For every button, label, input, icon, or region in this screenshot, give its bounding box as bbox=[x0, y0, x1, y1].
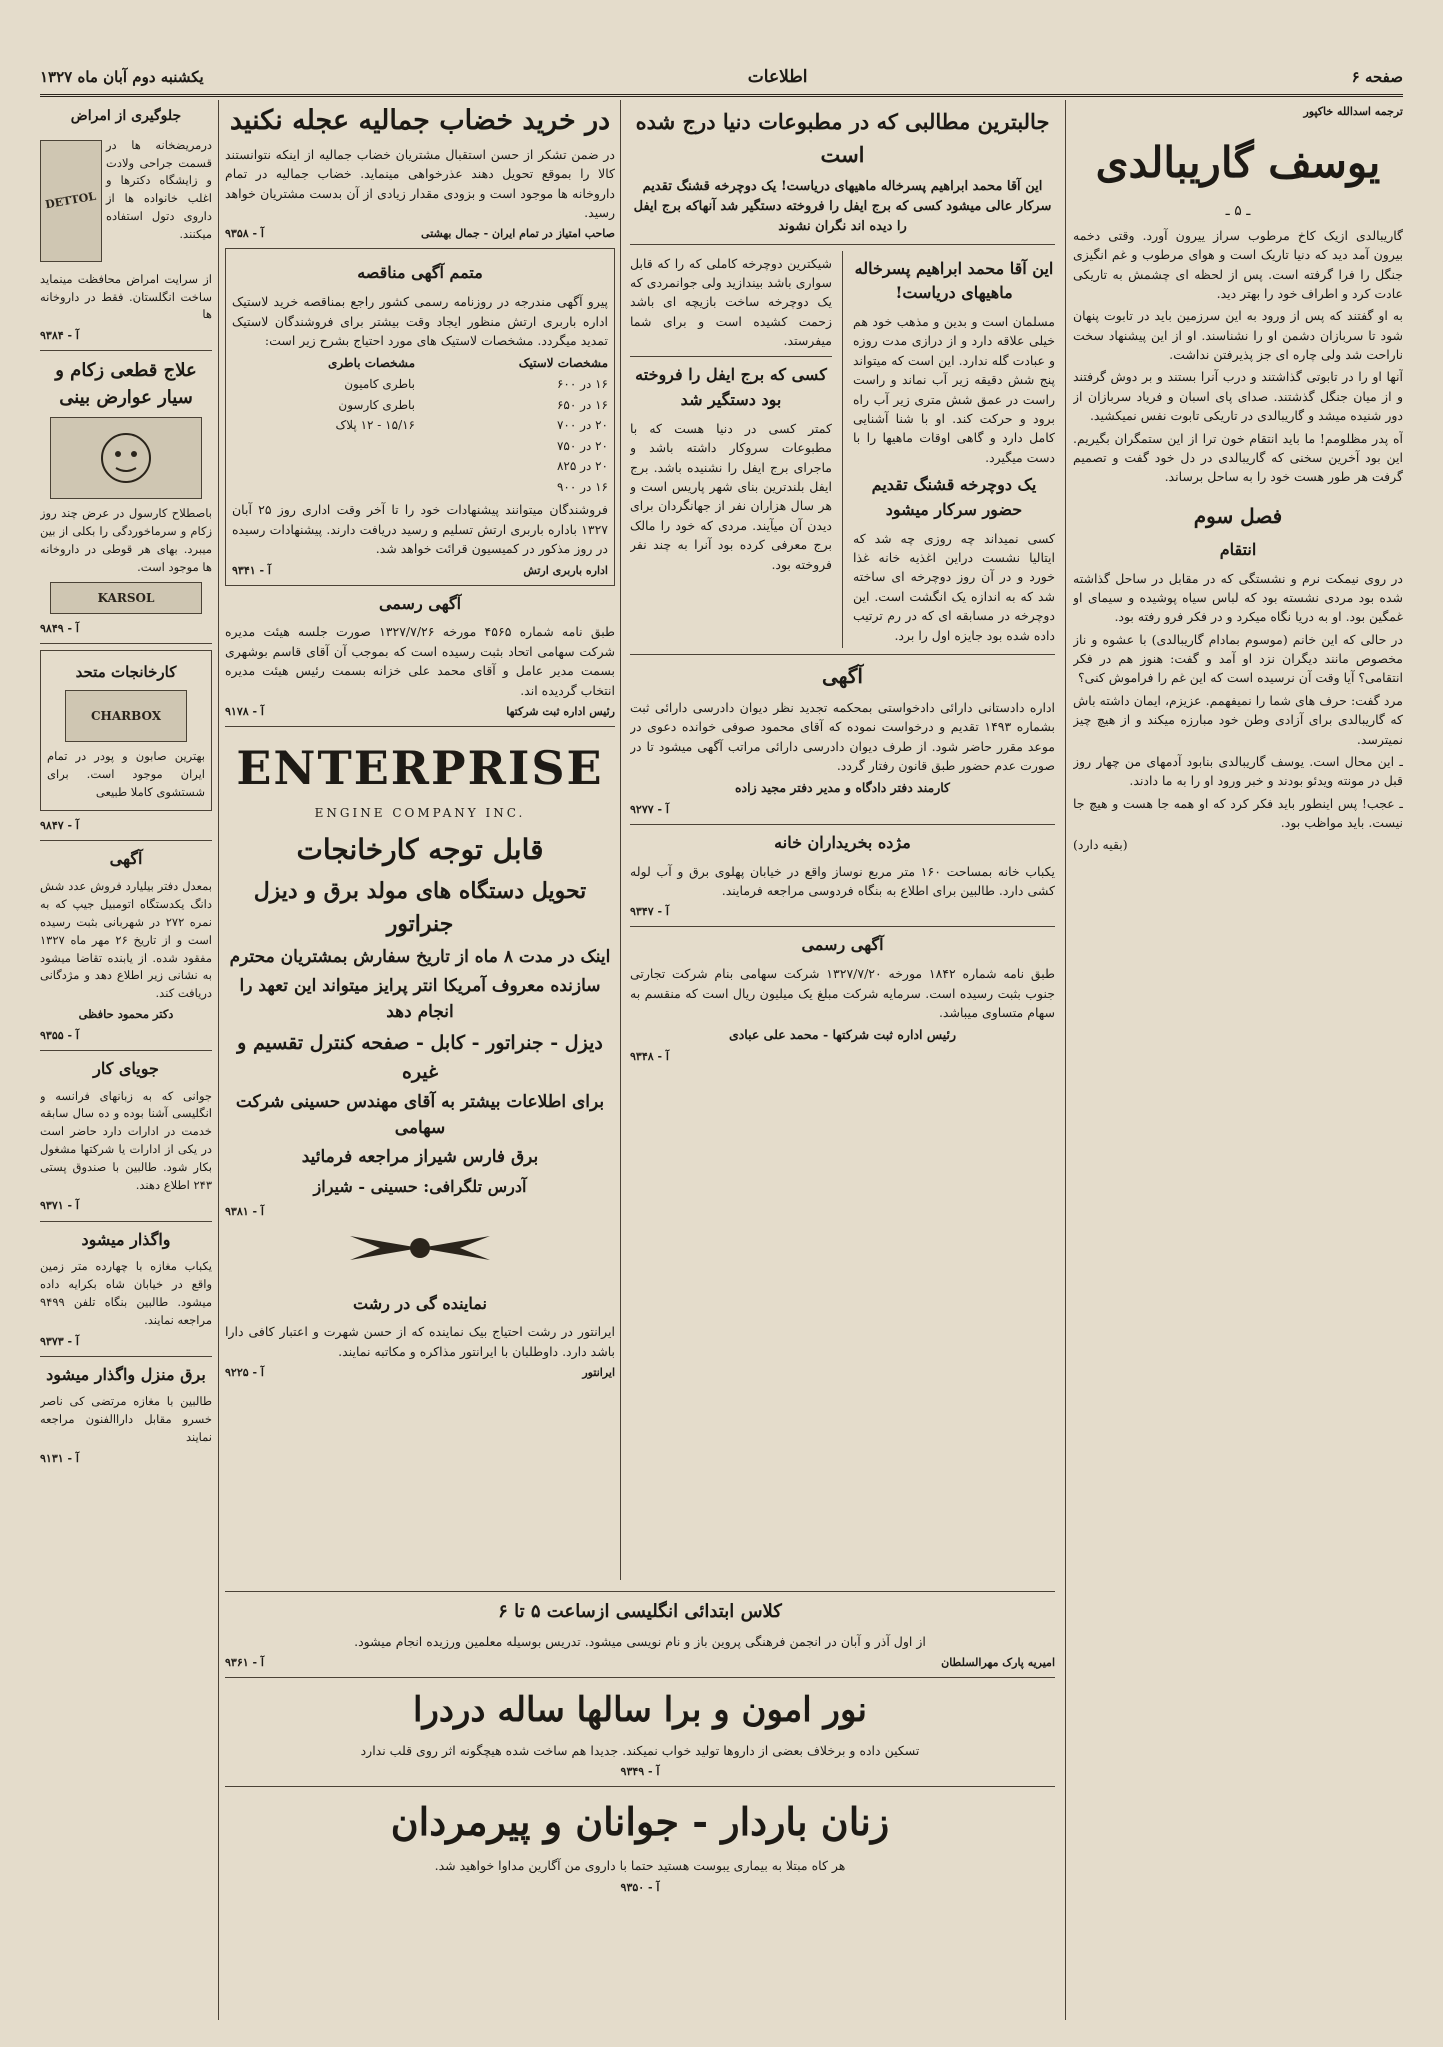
column-rule bbox=[218, 100, 219, 2020]
paper-title: اطلاعات bbox=[747, 67, 808, 87]
title-ornament: ـ ۵ ـ bbox=[1225, 203, 1251, 220]
agarin-ref: آ - ۹۳۵۰ bbox=[620, 1880, 660, 1894]
small-ads-column bbox=[40, 100, 212, 2020]
story-paragraph: در حالی که این خانم (موسوم بمادام گاریبالدی) با عشوه و ناز مخصوص مانند دیگران نزد او آمد و گفت: هنوز هم در فکر انتقامی؟ آیا وقت آن نرسیده است که این غم را فراموش کنی؟ bbox=[1073, 631, 1403, 686]
noramon-body: تسکین داده و برخلاف بعضی از داروها تولید خواب نمیکند. جدیدا هم ساخت شده هیچگونه اثر روی قلب ندارد bbox=[360, 1743, 920, 1758]
story-body: کمتر کسی در دنیا هست که با مطبوعات سروکار داشته باشد و ماجرای برج ایفل را نشنیده باشد. برج ایفل بلندترین بنای شهر پاریس است و هر سال هزاران نفر از جهانگردان برای دیدن آن میآیند. مردی که خود را مالک برج معرفی کرده بود آنرا به چند نفر فروخته بود. bbox=[630, 420, 832, 572]
enterprise-ref: آ - ۹۳۸۱ bbox=[225, 1204, 264, 1218]
story-headline: یک دوچرخه قشنگ تقدیم حضور سرکار میشود bbox=[871, 475, 1037, 519]
charbox-title: کارخانجات متحد bbox=[75, 663, 177, 682]
comb-body: باصطلاح کارسول در عرض چند روز زکام و سرماخوردگی را بکلی از بین میبرد. بهای هر قوطی در داروخانه ها موجود است. bbox=[40, 506, 212, 574]
ads-column bbox=[225, 100, 615, 1580]
tender-footer: فروشندگان میتوانند پیشنهادات خود را تا آخر وقت اداری روز ۲۵ آبان ۱۳۲۷ باداره باربری ارتش تسلیم و رسید دریافت دارند. پیشنهادات رسیده در روز مذکور در کمیسیون قرائت خواهد شد. bbox=[232, 502, 609, 557]
divider bbox=[225, 1591, 1055, 1592]
divider bbox=[40, 1050, 212, 1051]
story-paragraph: در روی نیمکت نرم و نشستگی که در مقابل در ساحل گذاشته شده بود مردی نشسته بود که لباس سیاه پوشیده و سیمای او غمگین بود. او به دریا نگاه میکرد و در فکر فرو رفته بود. bbox=[1073, 570, 1403, 625]
notice-signature: دکتر محمود حافظی bbox=[78, 1006, 174, 1021]
class-address: امیریه پارک مهرالسلطان bbox=[941, 1656, 1055, 1670]
notice-sign-row bbox=[225, 703, 615, 720]
story-paragraph: مرد گفت: حرف های شما را نمیفهمم. عزیزم، ایمان داشته باش که گاریبالدی برای آزادی وطن خود مبارزه میکند و از هیچ چیز نمیترسد. bbox=[1073, 692, 1403, 747]
rasht-signature: ایرانتور bbox=[582, 1366, 615, 1380]
karsol-box bbox=[50, 582, 202, 614]
enterprise-headline: قابل توجه کارخانجات bbox=[296, 832, 544, 866]
detol-title: جلوگیری از امراض bbox=[70, 108, 182, 124]
notice-title: آگهی رسمی bbox=[378, 593, 462, 613]
continued-note: (بقیه دارد) bbox=[1073, 837, 1128, 853]
notice-body: طبق نامه شماره ۱۸۴۲ مورخه ۱۳۲۷/۷/۲۰ شرکت سهامی بنام شرکت تجارتی جنوب بثبت رسیده است. سرمایه شرکت مبلغ یک میلیون ریال است که منقسم به سهام متساوی میباشد. bbox=[630, 966, 1055, 1021]
enterprise-line: برق فارس شیراز مراجعه فرمائید bbox=[301, 1147, 539, 1168]
notice-signature: کارمند دفتر دادگاه و مدیر دفتر مجید زاده bbox=[734, 780, 950, 796]
table-cell: ۲۰ در ۸۲۵ bbox=[556, 459, 608, 474]
class-title: کلاس ابتدائی انگلیسی ازساعت ۵ تا ۶ bbox=[498, 1601, 782, 1622]
masthead bbox=[40, 60, 1403, 97]
story-paragraph: به او گفتند که پس از ورود به این سرزمین باید در تابوت پنهان شود تا سربازان دشمن او را نشناسند. او از این پیشنهاد سخت ناراحت شد ولی چاره ای جز پذیرفتن نداشت. bbox=[1073, 308, 1403, 363]
lease-ref: آ - ۹۳۷۳ bbox=[40, 1334, 79, 1348]
table-cell: ۲۰ در ۷۵۰ bbox=[556, 438, 608, 453]
notice-body: طبق نامه شماره ۴۵۶۵ مورخه ۱۳۲۷/۷/۲۶ صورت جلسه هیئت مدیره شرکت سهامی اتحاد بثبت رسیده است که بموجب آن آقای قاسم بوشهری بسمت مدیر عامل و آقای محمد علی خزانه بسمت رئیس هیئت مدیره انتخاب گردیده اند. bbox=[225, 624, 615, 698]
detol-bottle bbox=[40, 140, 102, 262]
world-press-column bbox=[630, 100, 1055, 1580]
press-stories bbox=[630, 251, 1055, 648]
enterprise-line: سازنده معروف آمریکا انتر پرایز میتواند این تعهد را انجام دهد bbox=[239, 976, 601, 1022]
detol-ad bbox=[40, 134, 212, 268]
divider bbox=[630, 244, 1055, 245]
story-diver bbox=[853, 251, 1055, 648]
divider bbox=[630, 824, 1055, 825]
notice-ref: آ - ۹۲۷۷ bbox=[630, 802, 669, 816]
story-headline: این آقا محمد ابراهیم پسرخاله ماهیهای دریاست! bbox=[854, 258, 1054, 303]
enterprise-subtitle: ENGINE COMPANY INC. bbox=[314, 806, 526, 821]
tender-sign-row bbox=[232, 562, 608, 579]
story-headline: کسی که برج ایفل را فروخته بود دستگیر شد bbox=[635, 365, 827, 410]
story-paragraph: آه پدر مظلومم! ما باید انتقام خون ترا از این ستمگران بگیریم. این بود آخرین سخنی که گاریبالدی در دل خود گفت و تصمیم گرفت هر طور هست خود را به ساحل برساند. bbox=[1073, 430, 1403, 485]
story-body: کسی نمیداند چه روزی چه شد که ایتالیا نشست دراین اغذیه خانه غذا خورد و در آن روز دوچرخه ای ساخته شد که به اندازه یک انگشت است. این دوچرخه در مسابقه ای که در رم ترتیب داده شده بود جایزه اول را برد. bbox=[853, 530, 1055, 643]
charbox-ref: آ - ۹۸۴۷ bbox=[40, 819, 79, 833]
divider bbox=[40, 643, 212, 644]
notice-signature: رئیس اداره ثبت شرکتها bbox=[506, 704, 615, 718]
enterprise-line: برای اطلاعات بیشتر به آقای مهندس حسینی شرکت سهامی bbox=[235, 1092, 605, 1138]
tender-table bbox=[232, 354, 608, 496]
ad-signature: صاحب امتیاز در تمام ایران - جمال بهشتی bbox=[421, 227, 615, 241]
serial-title: یوسف گاریبالدی bbox=[1095, 138, 1381, 188]
story-body: مسلمان است و بدین و مذهب خود هم خیلی علاقه دارد و از درازی مدت روزه و عبادت گله ندارد. این است که میتواند پنج شش دقیقه زیر آب نماند و راست راست در عمق شش متری زیر آب راه برود و حرکت کند. او با شنا آشنایی کامل دارد و گاهی اوقات ماهیها را با دست میگیرد. bbox=[853, 314, 1055, 465]
detol-footer: از سرایت امراض محافظت مینماید ساخت انگلستان. فقط در داروخانه ها bbox=[40, 271, 212, 322]
notice-body: اداره دادستانی دارائی دادخواستی بمحکمه تجدید نظر دیوان دادرسی دارائی ثبت بشماره ۱۴۹۳ تقدیم و درخواست نموده که آقای محمود صوفی خوانده دعوی در موعد مقرر حاضر شود. از طرف دیوان دادرسی دارائی مراتب آگهی میشود تا در صورت عدم حضور طبق قانون رفتار گردد. bbox=[630, 699, 1055, 774]
table-cell: باطری کارسون bbox=[338, 397, 415, 412]
face-illustration bbox=[50, 417, 202, 499]
lease-title: واگذار میشود bbox=[81, 1229, 171, 1249]
lease-body: یکباب مغازه با چهارده متر زمین واقع در خیابان شاه بکرایه داده میشود. طالبین بنگاه تلفن ۹۴۹۹ مراجعه نمایند. bbox=[40, 1259, 212, 1327]
divider bbox=[40, 350, 212, 351]
divider bbox=[40, 1221, 212, 1222]
table-cell: ۱۵/۱۶ - ۱۲ پلاک bbox=[335, 418, 415, 433]
notice-title: آگهی bbox=[109, 849, 143, 869]
power-title: برق منزل واگذار میشود bbox=[46, 1364, 206, 1384]
headline-banner: در خرید خضاب جمالیه عجله نکنید bbox=[229, 105, 611, 136]
table-cell bbox=[232, 437, 415, 456]
notice-title: آگهی رسمی bbox=[801, 935, 884, 955]
divider bbox=[40, 1356, 212, 1357]
detol-body: درمریضخانه ها در قسمت جراحی ولادت و زایشگاه دکترها و اغلب خانواده ها از داروی دتول استفاده میکنند. bbox=[106, 137, 212, 241]
notice-body: بمعدل دفتر بیلیارد فروش عدد شش دانگ یکدستگاه اتومبیل جیپ که به نمره ۲۷۲ در شهربانی بثبت رسیده است و از تاریخ ۲۶ مهر ماه ۱۳۲۷ مفقود شده. از یابنده تقاضا میشود به نشانی زیر اطلاع دهد و مژدگانی دریافت کند. bbox=[40, 879, 212, 1001]
column-rule bbox=[1065, 100, 1066, 2020]
noramon-banner: نور امون و برا سالها ساله دردرا bbox=[413, 1690, 867, 1731]
ad-ref: آ - ۹۳۵۸ bbox=[225, 227, 264, 241]
notice-ref: آ - ۹۳۵۵ bbox=[40, 1028, 79, 1042]
charbox-label: CHARBOX bbox=[90, 708, 162, 723]
rasht-title: نماینده گی در رشت bbox=[353, 1293, 487, 1313]
charbox-ad bbox=[40, 650, 212, 811]
divider bbox=[225, 1786, 1055, 1787]
class-sign-row bbox=[225, 1654, 1055, 1671]
tender-title: متمم آگهی مناقصه bbox=[357, 263, 483, 283]
divider bbox=[630, 356, 832, 357]
divider bbox=[630, 926, 1055, 927]
charbox-package bbox=[65, 690, 187, 742]
enterprise-line: اینک در مدت ۸ ماه از تاریخ سفارش بمشتریان محترم bbox=[229, 946, 611, 967]
karsol-label: KARSOL bbox=[97, 591, 155, 606]
comb-ref: آ - ۹۸۴۹ bbox=[40, 622, 79, 636]
notice-ref: آ - ۹۳۴۸ bbox=[630, 1049, 669, 1063]
page-number: صفحه ۶ bbox=[1351, 68, 1403, 86]
tender-signature: اداره باربری ارتش bbox=[523, 563, 608, 577]
enterprise-line: تحویل دستگاه های مولد برق و دیزل جنراتور bbox=[253, 877, 587, 937]
wings-logo bbox=[225, 1228, 615, 1284]
comb-title: علاج قطعی زکام و سیار عوارض بینی bbox=[55, 360, 197, 409]
detol-ref: آ - ۹۳۸۴ bbox=[40, 329, 79, 343]
class-ref: آ - ۹۳۶۱ bbox=[225, 1656, 264, 1670]
story-paragraph: ـ این محال است. یوسف گاریبالدی بنابود آدمهای من چهار روز قبل در مونته ویدئو بودند و خبر ورود او را به ما دادند. bbox=[1073, 753, 1403, 789]
enterprise-logo: ENTERPRISE bbox=[236, 740, 604, 795]
press-summary: این آقا محمد ابراهیم پسرخاله ماهیهای دریاست! یک دوچرخه قشنگ تقدیم سرکار عالی میشود کسی که برج ایفل را فروخته دستگیر شد آنهاکه برج ایفل را دیده اند نگران نشوند bbox=[633, 179, 1052, 235]
press-headline: جالبترین مطالبی که در مطبوعات دنیا درج شده است bbox=[635, 109, 1050, 167]
rasht-sign-row bbox=[225, 1364, 615, 1381]
notice-ref: آ - ۹۱۷۸ bbox=[225, 704, 264, 718]
divider bbox=[40, 840, 212, 841]
table-header: مشخصات لاستیک bbox=[518, 356, 608, 371]
chapter-subtitle: انتقام bbox=[1219, 539, 1257, 559]
tender-ref: آ - ۹۳۴۱ bbox=[232, 563, 271, 577]
enterprise-address: آدرس تلگرافی: حسینی - شیراز bbox=[313, 1176, 527, 1196]
story-paragraph: گاریبالدی ازیک کاخ مرطوب سراز ییرون آورد. وقتی دخمه بیرون آمد دید که دنیا تاریک است و هوای مرطوب و غم انگیزی جنگل را فرا گرفته است. پس از لحظه ای چشمش به تاریکی عادت کرد و اطراف خود را بهتر دید. bbox=[1073, 227, 1403, 301]
notice-ref: آ - ۹۳۴۷ bbox=[630, 905, 669, 919]
ad-body: در ضمن تشکر از حسن استقبال مشتریان خضاب جمالیه از اینکه نتوانستند کالا را بموقع تحویل دهند عذرخواهی مینماید. خضاب جمالیه در تمام داروخانه ها موجود است و بزودی مقدار زیادی از آن بدست مشتریان خواهد رسید. bbox=[225, 146, 615, 220]
wings-icon bbox=[340, 1228, 500, 1268]
column-rule bbox=[620, 100, 621, 1580]
tender-body: پیرو آگهی مندرجه در روزنامه رسمی کشور راجع بمناقصه خرید لاستیک اداره باربری ارتش منظور ایجاد وقت بیشتر برای فروشندگان لاستیک تمدید میگردد. مشخصات لاستیک های مورد احتیاج بشرح زیر است: bbox=[232, 294, 608, 348]
table-cell bbox=[232, 478, 415, 497]
class-body: از اول آذر و آبان در انجمن فرهنگی پروین باز و نام نویسی میشود. تدریس بوسیله معلمین ورزیده انجام میشود. bbox=[354, 1633, 926, 1649]
notice-signature: رئیس اداره ثبت شرکتها - محمد علی عبادی bbox=[728, 1027, 957, 1043]
job-body: جوانی که به زبانهای فرانسه و انگلیسی آشنا بوده و ده سال سابقه خدمت در ادارات دارد حاضر است در یکی از ادارات یا شرکتها مشغول بکار شود. طالبین با صندوق پستی ۲۴۳ اطلاع دهند. bbox=[40, 1088, 212, 1192]
story-body: شیکترین دوچرخه کاملی که را که قابل سواری باشد بیندازید ولی جوانمردی که یک دوچرخه ساخت بازیچه ای باشد زحمت کشیده است و برای شما میفرستد. bbox=[630, 255, 832, 349]
table-cell bbox=[232, 457, 415, 476]
face-icon bbox=[96, 428, 156, 488]
power-ref: آ - ۹۱۳۱ bbox=[40, 1451, 79, 1465]
story-paragraph: ـ عجب! پس اینطور باید فکر کرد که او همه جا هست و هیچ جا نیست. باید مواظب بود. bbox=[1073, 795, 1403, 830]
notice-body: یکباب خانه بمساحت ۱۶۰ متر مربع نوساز واقع در خیابان پهلوی برق و آب لوله کشی دارد. طالبین برای اطلاع به بنگاه فردوسی مراجعه فرمایند. bbox=[630, 863, 1055, 899]
table-cell: ۱۶ در ۶۰۰ bbox=[556, 376, 608, 391]
table-header: مشخصات باطری bbox=[328, 356, 415, 371]
agarin-banner: زنان باردار - جوانان و پیرمردان bbox=[390, 1799, 890, 1845]
divider bbox=[630, 654, 1055, 655]
agarin-body: هر کاه مبتلا به بیماری یبوست هستید حتما با داروی من آگارین مداوا خواهید شد. bbox=[434, 1858, 846, 1874]
table-cell: ۱۶ در ۹۰۰ bbox=[556, 479, 608, 494]
notice-title: آگهی bbox=[822, 663, 863, 688]
lower-strip bbox=[225, 1585, 1055, 2020]
divider bbox=[225, 1677, 1055, 1678]
chapter-title: فصل سوم bbox=[1193, 503, 1283, 528]
rasht-body: ایرانتور در رشت احتیاج بیک نماینده که از حسن شهرت و اعتبار کافی دارا باشد دارد. داوطلبان با ایرانتور مذاکره و مکاتبه نمایند. bbox=[225, 1324, 615, 1359]
rasht-ref: آ - ۹۲۲۵ bbox=[225, 1366, 264, 1380]
job-ref: آ - ۹۳۷۱ bbox=[40, 1199, 79, 1213]
charbox-body: بهترین صابون و پودر در تمام ایران موجود است. برای شستشوی کاملا طبیعی bbox=[47, 748, 205, 799]
table-cell: ۲۰ در ۷۰۰ bbox=[556, 418, 608, 433]
ad-footer bbox=[225, 225, 615, 242]
job-title: جویای کار bbox=[93, 1058, 159, 1078]
tender-box bbox=[225, 248, 615, 585]
enterprise-line: دیزل - جنراتور - کابل - صفحه کنترل تقسیم و غیره bbox=[237, 1032, 603, 1083]
table-cell: ۱۶ در ۶۵۰ bbox=[556, 397, 608, 412]
power-body: طالبین با مغازه مرتضی کی ناصر خسرو مقابل داراالفنون مراجعه نمایند bbox=[40, 1394, 212, 1445]
translator-credit: ترجمه اسدالله خاکپور bbox=[1303, 105, 1403, 118]
table-cell: باطری کامیون bbox=[344, 376, 415, 391]
story-eiffel bbox=[630, 251, 832, 648]
detol-label: DETTOL bbox=[44, 189, 98, 212]
column-rule bbox=[842, 251, 843, 648]
divider bbox=[225, 726, 615, 727]
issue-date: یکشنبه دوم آبان ماه ۱۳۲۷ bbox=[40, 68, 204, 86]
noramon-ref: آ - ۹۳۴۹ bbox=[620, 1765, 660, 1779]
notice-title: مژده بخریداران خانه bbox=[774, 832, 911, 852]
serial-story-column bbox=[1073, 100, 1403, 2020]
story-paragraph: آنها او را در تابوتی گذاشتند و درب آنرا بستند و بر دوش گرفتند و از میان جنگل گذشتند. صدای پای اسبان و فریاد سربازان از دور شنیده میشد و گاریبالدی در تاریکی تابوت نفس نمیکشید. bbox=[1073, 369, 1403, 424]
